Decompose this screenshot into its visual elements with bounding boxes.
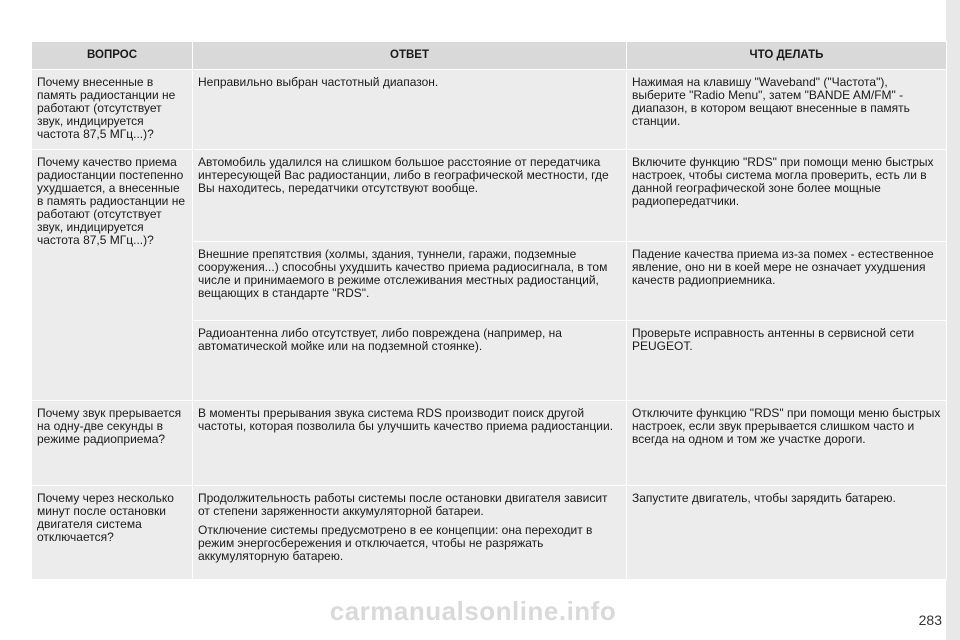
answer-cell <box>193 401 627 486</box>
answer-text: Автомобиль удалился на слишком большое расстояние от передатчика интересующей Вас радиостанции, либо в географической местности, где Вы находитесь, передатчики отсутствуют вообще. <box>198 155 609 195</box>
action-cell: Отключите функцию "RDS" при помощи меню быстрых настроек, если звук прерывается слишком часто и всегда на одном и том же участке дороги. <box>627 401 947 486</box>
answer-text: Внешние препятствия (холмы, здания, туннели, гаражи, подземные сооружения...) способны ухудшить качество приема радиосигнала, в том числе и принимаемого в режиме отслеживания местных радиостанций, вещающих в стандарте "RDS". <box>198 247 608 300</box>
answer-cell <box>193 70 627 150</box>
table-row <box>32 486 947 580</box>
answer-cell <box>193 486 627 580</box>
header-question: ВОПРОС <box>32 42 193 70</box>
table-row <box>32 70 947 150</box>
action-cell: Падение качества приема из-за помех - естественное явление, оно ни в коей мере не означает ухудшения качеств радиоприемника. <box>627 242 947 321</box>
answer-text: Отключение системы предусмотрено в ее концепции: она переходит в режим энергосбережения и отключается, чтобы не разряжать аккумуляторную батарею. <box>198 523 593 563</box>
table-row <box>32 401 947 486</box>
answer-text: В моменты прерывания звука система RDS производит поиск другой частоты, которая позволила бы улучшить качество приема радиостанции. <box>198 406 614 433</box>
question-cell: Почему через несколько минут после остановки двигателя система отключается? <box>32 486 193 580</box>
faq-table <box>31 41 947 580</box>
action-cell: Запустите двигатель, чтобы зарядить батарею. <box>627 486 947 580</box>
action-cell: Нажимая на клавишу "Waveband" ("Частота"), выберите "Radio Menu", затем "BANDE AM/FM" - диапазон, в котором вещают внесенные в память станции. <box>627 70 947 150</box>
watermark: carmanualsonline.info <box>329 596 617 626</box>
answer-cell <box>193 321 627 401</box>
answer-text: Радиоантенна либо отсутствует, либо повреждена (например, на автоматической мойке или на подземной стоянке). <box>198 326 562 353</box>
answer-cell <box>193 242 627 321</box>
table-row <box>32 150 947 242</box>
header-answer: ОТВЕТ <box>193 42 627 70</box>
page-edge-tab <box>946 0 960 640</box>
question-cell: Почему звук прерывается на одну-две секунды в режиме радиоприема? <box>32 401 193 486</box>
answer-text: Неправильно выбран частотный диапазон. <box>198 75 439 89</box>
answer-text: Продолжительность работы системы после остановки двигателя зависит от степени заряженности аккумуляторной батареи. <box>198 491 608 518</box>
answer-cell <box>193 150 627 242</box>
header-action: ЧТО ДЕЛАТЬ <box>627 42 947 70</box>
table-header-row <box>32 42 947 70</box>
page-number: 283 <box>918 612 942 628</box>
action-cell: Включите функцию "RDS" при помощи меню быстрых настроек, чтобы система могла проверить, есть ли в данной географической зоне более мощные радиопередатчики. <box>627 150 947 242</box>
action-cell: Проверьте исправность антенны в сервисной сети PEUGEOT. <box>627 321 947 401</box>
question-cell: Почему внесенные в память радиостанции не работают (отсутствует звук, индицируется частота 87,5 МГц...)? <box>32 70 193 150</box>
question-cell: Почему качество приема радиостанции постепенно ухудшается, а внесенные в память радиостанции не работают (отсутствует звук, индицируется частота 87,5 МГц...)? <box>32 150 193 401</box>
